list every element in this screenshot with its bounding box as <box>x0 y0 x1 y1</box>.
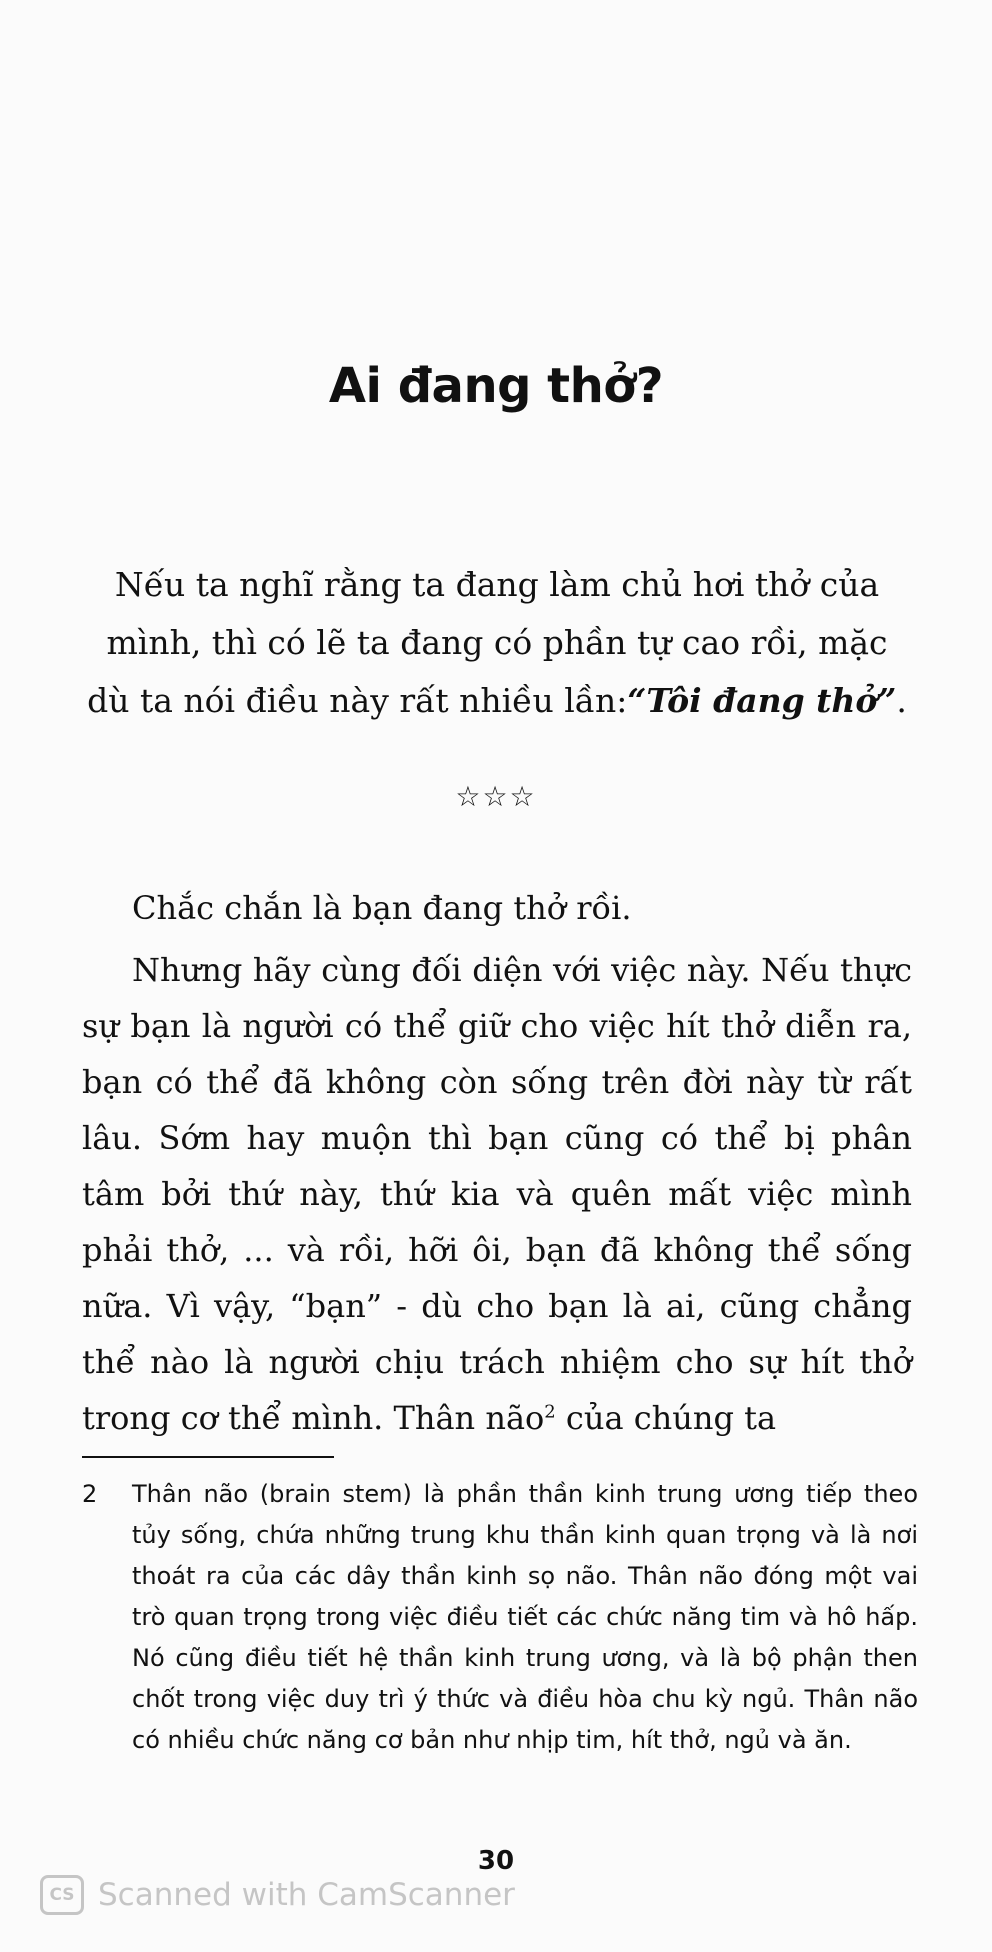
footnote-number: 2 <box>82 1480 98 1508</box>
footnote-reference: 2 <box>544 1401 556 1423</box>
intro-text: Nếu ta nghĩ rằng ta đang làm chủ hơi thở của mình, thì có lẽ ta đang có phần tự cao rồi, mặc dù ta nói điều này rất nhiều lần: <box>87 565 888 720</box>
body-paragraph-2 <box>82 942 912 1446</box>
intro-period: . <box>896 681 907 720</box>
intro-paragraph <box>82 556 912 730</box>
chapter-title: Ai đang thở? <box>328 358 664 414</box>
body-paragraph-2-text: Nhưng hãy cùng đối diện với việc này. Nếu thực sự bạn là người có thể giữ cho việc hít thở diễn ra, bạn có thể đã không còn sống trên đời này từ rất lâu. Sớm hay muộn thì bạn cũng có thể bị phân tâm bởi thứ này, thứ kia và quên mất việc mình phải thở, ... và rồi, hỡi ôi, bạn đã không thể sống nữa. Vì vậy, “bạn” - dù cho bạn là ai, cũng chẳng thể nào là người chịu trách nhiệm cho sự hít thở trong cơ thể mình. Thân não <box>82 951 912 1437</box>
camscanner-logo-icon: CS <box>40 1875 84 1915</box>
watermark-text: Scanned with CamScanner <box>98 1877 515 1913</box>
page-number: 30 <box>477 1846 515 1876</box>
body-paragraph-1: Chắc chắn là bạn đang thở rồi. <box>132 889 632 927</box>
footnote <box>82 1474 918 1761</box>
footnote-divider <box>82 1456 334 1458</box>
section-separator-stars: ☆☆☆ <box>455 780 537 813</box>
body-paragraph-2-end: của chúng ta <box>555 1399 777 1437</box>
intro-quote: “Tôi đang thở” <box>627 681 897 720</box>
camscanner-watermark <box>40 1872 515 1918</box>
footnote-text: Thân não (brain stem) là phần thần kinh trung ương tiếp theo tủy sống, chứa những trung khu thần kinh quan trọng và là nơi thoát ra của các dây thần kinh sọ não. Thân não đóng một vai trò quan trọng trong việc điều tiết các chức năng tim và hô hấp. Nó cũng điều tiết hệ thần kinh trung ương, và là bộ phận then chốt trong việc duy trì ý thức và điều hòa chu kỳ ngủ. Thân não có nhiều chức năng cơ bản như nhịp tim, hít thở, ngủ và ăn. <box>132 1480 918 1754</box>
body-text <box>82 880 912 1446</box>
